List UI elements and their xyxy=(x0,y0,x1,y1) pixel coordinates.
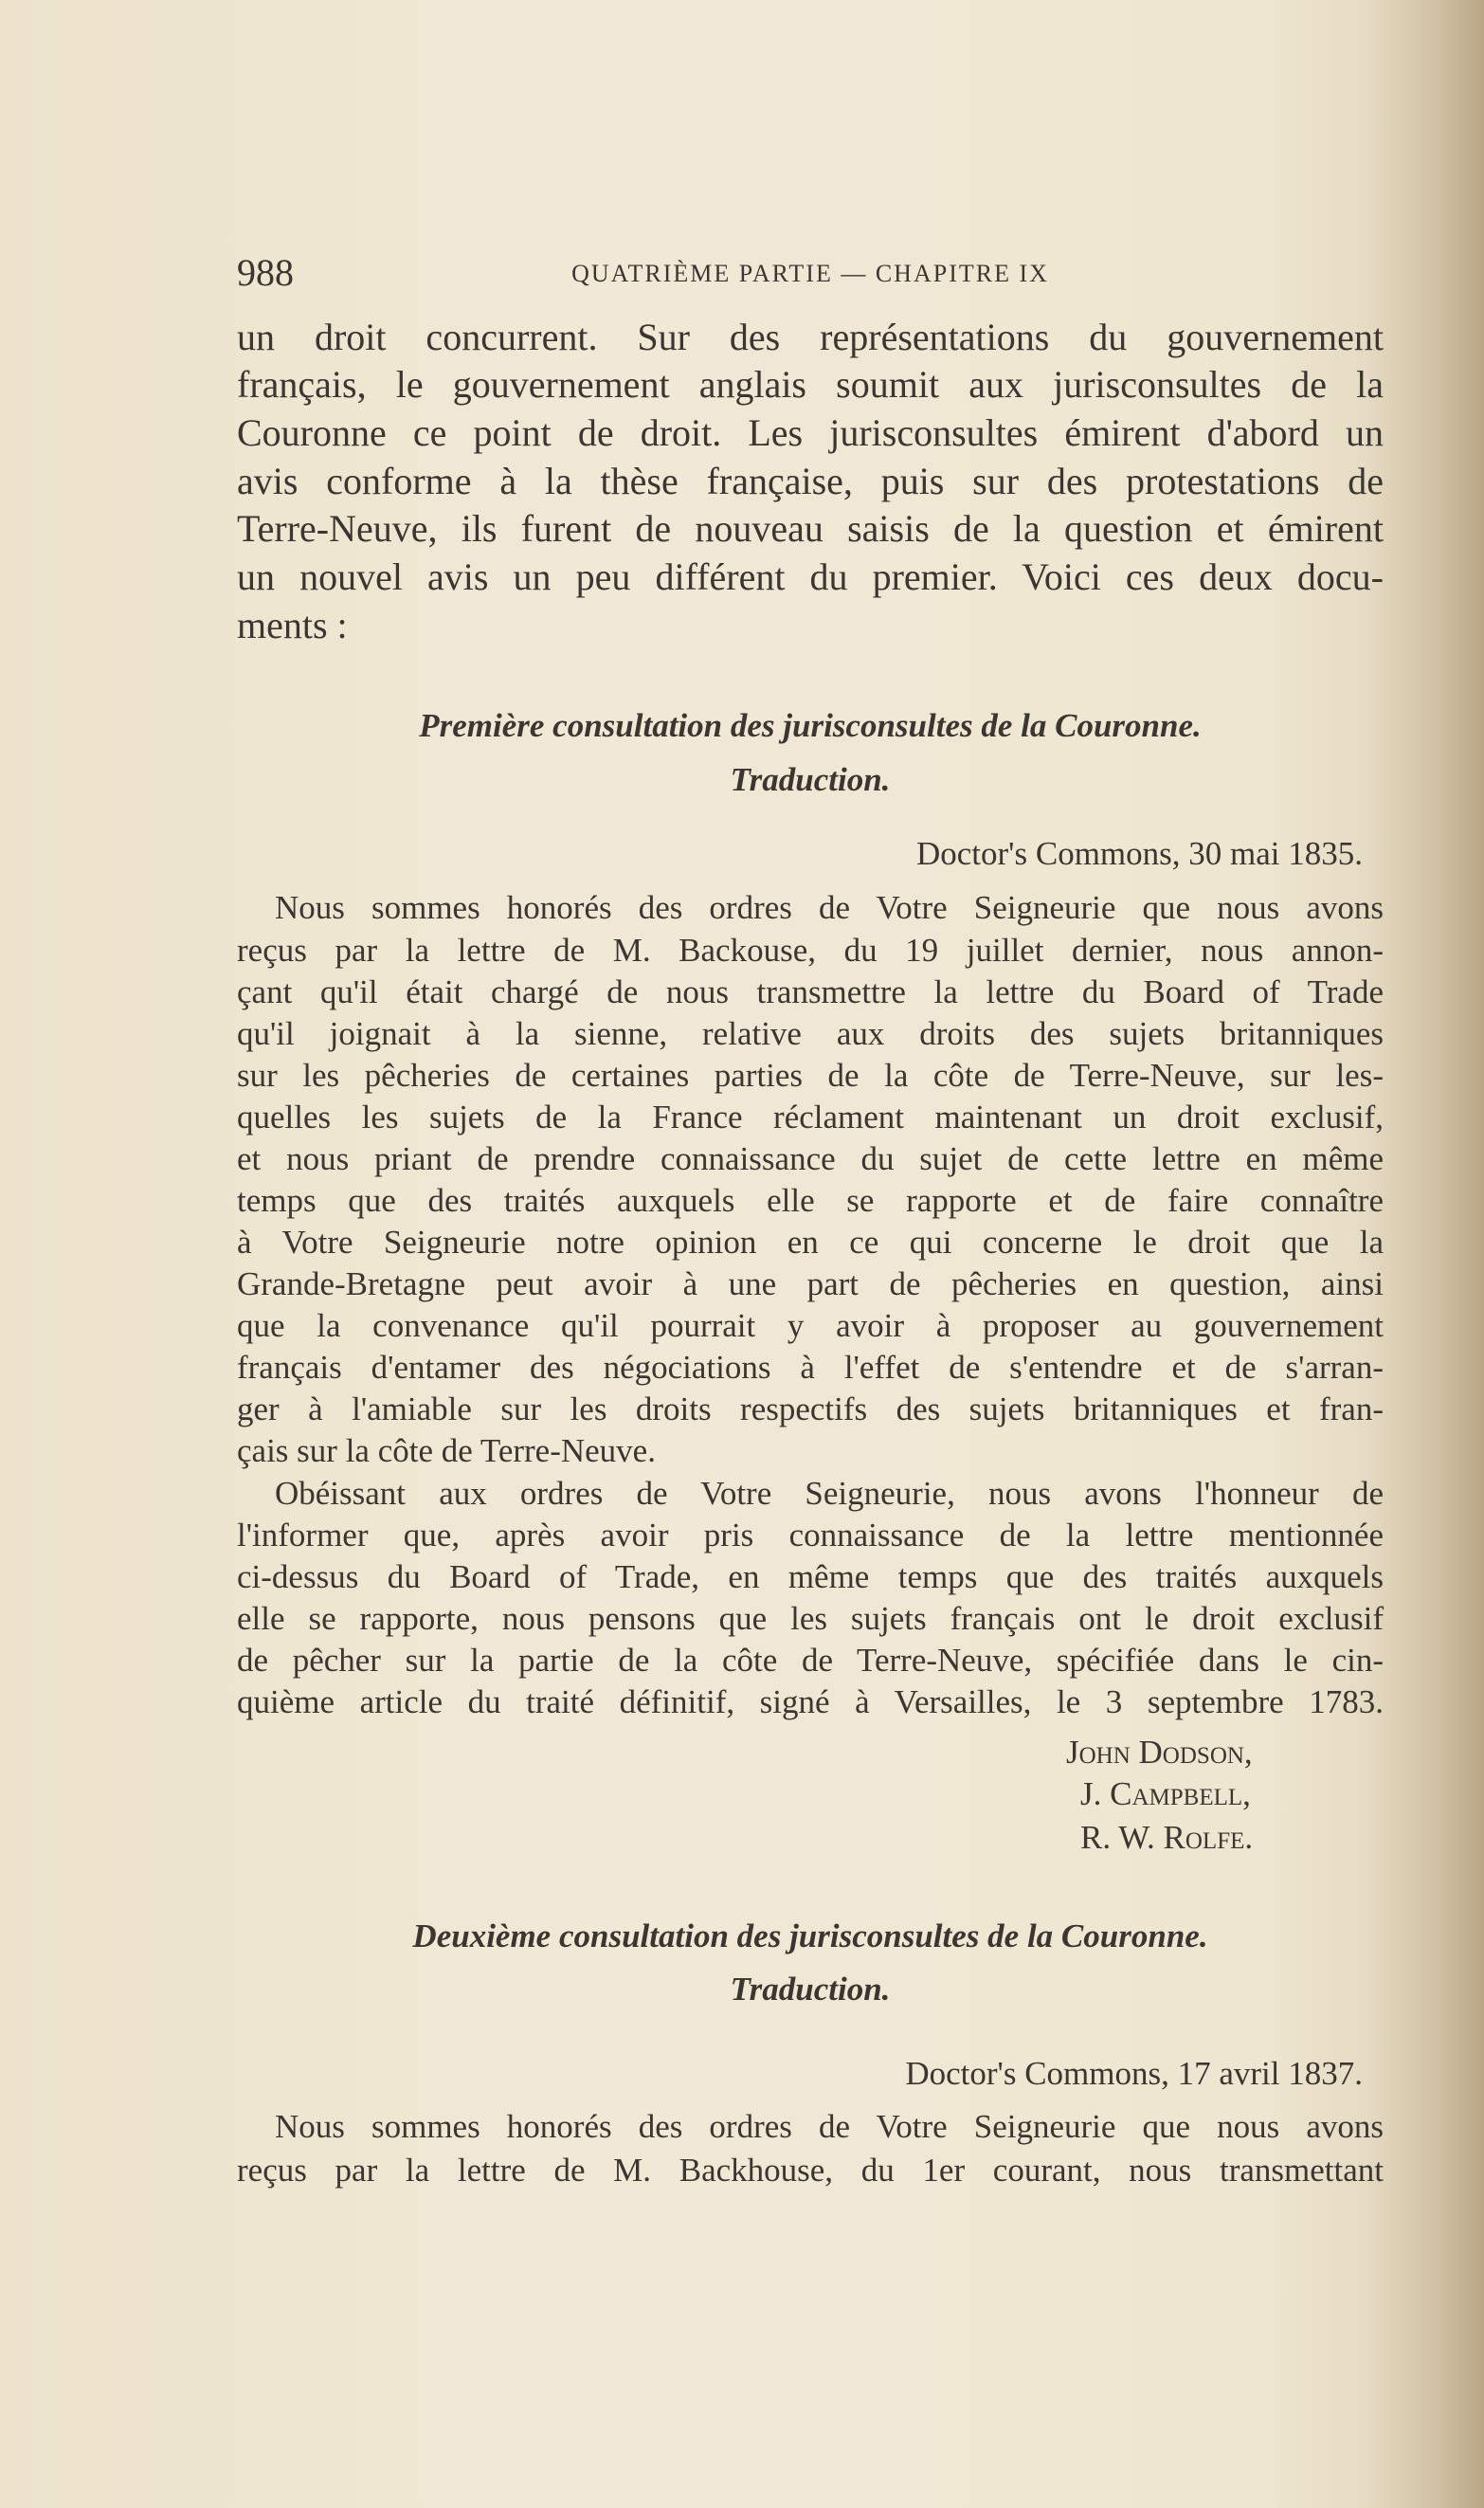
section-subtitle: Traduction. xyxy=(730,1971,891,2008)
body-line: français, le gouvernement anglais soumit aux jurisconsultes de la xyxy=(237,363,1384,406)
signature: J. Campbell, xyxy=(1080,1775,1251,1812)
body-line: çant qu'il était chargé de nous transmettre la lettre du Board of Trade xyxy=(237,973,1384,1010)
body-line: un droit concurrent. Sur des représentations du gouvernement xyxy=(237,316,1384,358)
body-line: ci-dessus du Board of Trade, en même temps que des traités auxquels xyxy=(237,1558,1384,1595)
body-line: reçus par la lettre de M. Backhouse, du 1er courant, nous transmettant xyxy=(237,2152,1384,2189)
body-line: elle se rapporte, nous pensons que les sujets français ont le droit exclusif xyxy=(237,1600,1384,1637)
body-line: Couronne ce point de droit. Les jurisconsultes émirent d'abord un xyxy=(237,411,1384,454)
body-line: que la convenance qu'il pourrait y avoir à proposer au gouvernement xyxy=(237,1307,1384,1344)
body-line: l'informer que, après avoir pris connaissance de la lettre mentionnée xyxy=(237,1517,1384,1554)
dateline: Doctor's Commons, 30 mai 1835. xyxy=(915,835,1363,872)
signature: John Dodson, xyxy=(1066,1734,1253,1771)
body-line: Terre-Neuve, ils furent de nouveau saisis de la question et émirent xyxy=(237,507,1384,550)
body-line: sur les pêcheries de certaines parties de la côte de Terre-Neuve, sur les- xyxy=(237,1057,1384,1094)
body-line: un nouvel avis un peu différent du premier. Voici ces deux docu- xyxy=(237,555,1384,598)
dateline: Doctor's Commons, 17 avril 1837. xyxy=(905,2055,1363,2092)
body-line: temps que des traités auxquels elle se rapporte et de faire connaître xyxy=(237,1182,1384,1219)
running-title: QUATRIÈME PARTIE — CHAPITRE IX xyxy=(571,260,1049,287)
page-number: 988 xyxy=(237,251,294,294)
body-line: quième article du traité définitif, signé à Versailles, le 3 septembre 1783. xyxy=(237,1683,1384,1720)
body-line: et nous priant de prendre connaissance du sujet de cette lettre en même xyxy=(237,1140,1384,1177)
body-line: ments : xyxy=(237,604,348,646)
body-line: Obéissant aux ordres de Votre Seigneurie, nous avons l'honneur de xyxy=(275,1475,1384,1512)
body-line: ger à l'amiable sur les droits respectifs des sujets britanniques et fran- xyxy=(237,1390,1384,1427)
section-title: Deuxième consultation des jurisconsultes de la Couronne. xyxy=(412,1917,1208,1954)
body-line: Nous sommes honorés des ordres de Votre Seigneurie que nous avons xyxy=(275,2108,1384,2145)
body-line: qu'il joignait à la sienne, relative aux droits des sujets britanniques xyxy=(237,1015,1384,1052)
body-line: Nous sommes honorés des ordres de Votre Seigneurie que nous avons xyxy=(275,889,1384,926)
body-line: Grande-Bretagne peut avoir à une part de pêcheries en question, ainsi xyxy=(237,1265,1384,1302)
body-line: avis conforme à la thèse française, puis sur des protestations de xyxy=(237,460,1384,502)
body-line: français d'entamer des négociations à l'effet de s'entendre et de s'arran- xyxy=(237,1349,1384,1386)
section-title: Première consultation des jurisconsultes de la Couronne. xyxy=(419,707,1202,744)
body-line: reçus par la lettre de M. Backouse, du 19 juillet dernier, nous annon- xyxy=(237,932,1384,969)
body-line: à Votre Seigneurie notre opinion en ce qui concerne le droit que la xyxy=(237,1224,1384,1261)
section-subtitle: Traduction. xyxy=(730,761,891,798)
body-line: quelles les sujets de la France réclament maintenant un droit exclusif, xyxy=(237,1099,1384,1136)
body-line: de pêcher sur la partie de la côte de Terre-Neuve, spécifiée dans le cin- xyxy=(237,1642,1384,1679)
body-line: çais sur la côte de Terre-Neuve. xyxy=(237,1432,656,1469)
signature: R. W. Rolfe. xyxy=(1080,1819,1254,1856)
